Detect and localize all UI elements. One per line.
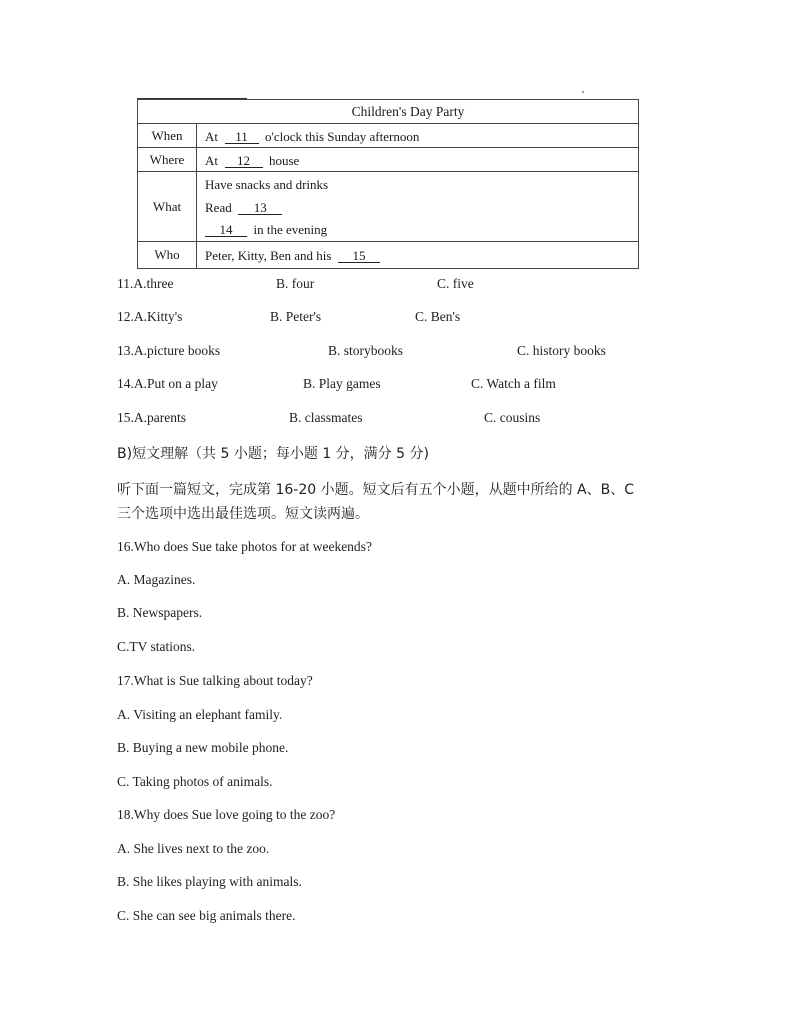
what-line-1: Have snacks and drinks: [205, 177, 329, 192]
q14-option-a: 14.A.Put on a play: [117, 376, 218, 391]
q16-option-c: C.TV stations.: [117, 639, 196, 654]
q15-option-a: 15.A.parents: [117, 410, 186, 425]
q17-option-c: C. Taking photos of animals.: [117, 774, 273, 789]
row-value-who: [205, 248, 632, 264]
q12-option-b: B. Peter's: [270, 309, 322, 324]
table-title: Children's Day Party: [138, 100, 638, 124]
table-row-what: [138, 172, 638, 242]
table-row-where: [138, 148, 638, 172]
what-line-2-prefix: Read: [205, 200, 232, 215]
what-line-3: [205, 222, 632, 238]
section-b-instruction-1: 听下面一篇短文，完成第 16-20 小题。短文后有五个小题，从题中所给的 A、B、C: [117, 482, 634, 498]
q13-option-a: 13.A.picture books: [117, 343, 221, 358]
q17-option-a: A. Visiting an elephant family.: [117, 707, 283, 722]
stray-dot: [582, 91, 584, 93]
row-value-when: [205, 129, 632, 145]
blank-11: 11: [225, 130, 259, 144]
blank-13: 13: [238, 201, 282, 215]
row-value-where: [205, 153, 632, 169]
q16-option-a: A. Magazines.: [117, 572, 196, 587]
what-line-2: [205, 200, 632, 216]
blank-14: 14: [205, 223, 247, 237]
row-label-who: Who: [138, 242, 197, 268]
section-b-instruction-2: 三个选项中选出最佳选项。短文读两遍。: [117, 506, 369, 522]
what-line-3-suffix: in the evening: [253, 222, 328, 237]
q11-option-c: C. five: [437, 276, 474, 291]
q12-option-c: C. Ben's: [415, 309, 461, 324]
q18-option-c: C. She can see big animals there.: [117, 908, 296, 923]
q18-option-a: A. She lives next to the zoo.: [117, 841, 270, 856]
q14-option-c: C. Watch a film: [471, 376, 556, 391]
q16-option-b: B. Newspapers.: [117, 605, 203, 620]
q12-option-a: 12.A.Kitty's: [117, 309, 183, 324]
when-suffix: o'clock this Sunday afternoon: [265, 129, 420, 144]
q17-option-b: B. Buying a new mobile phone.: [117, 740, 289, 755]
who-prefix: Peter, Kitty, Ben and his: [205, 248, 332, 263]
q18-option-b: B. She likes playing with animals.: [117, 874, 302, 889]
q11-option-b: B. four: [276, 276, 315, 291]
q15-option-c: C. cousins: [484, 410, 541, 425]
when-prefix: At: [205, 129, 218, 144]
row-label-where: Where: [138, 148, 197, 171]
table-row-who: [138, 242, 638, 268]
row-label-what: What: [138, 172, 197, 241]
table-row-when: [138, 124, 638, 148]
q17-stem: 17.What is Sue talking about today?: [117, 673, 313, 688]
q11-option-a: 11.A.three: [117, 276, 174, 291]
where-prefix: At: [205, 153, 218, 168]
q13-option-b: B. storybooks: [328, 343, 404, 358]
q13-option-c: C. history books: [517, 343, 606, 358]
q15-option-b: B. classmates: [289, 410, 363, 425]
q16-stem: 16.Who does Sue take photos for at weekends?: [117, 539, 372, 554]
section-b-heading: B)短文理解（共 5 小题；每小题 1 分，满分 5 分): [117, 446, 429, 462]
blank-15: 15: [338, 249, 380, 263]
where-suffix: house: [269, 153, 300, 168]
q18-stem: 18.Why does Sue love going to the zoo?: [117, 807, 336, 822]
party-info-table: [137, 99, 639, 269]
blank-12: 12: [225, 154, 263, 168]
q14-option-b: B. Play games: [303, 376, 381, 391]
row-label-when: When: [138, 124, 197, 147]
